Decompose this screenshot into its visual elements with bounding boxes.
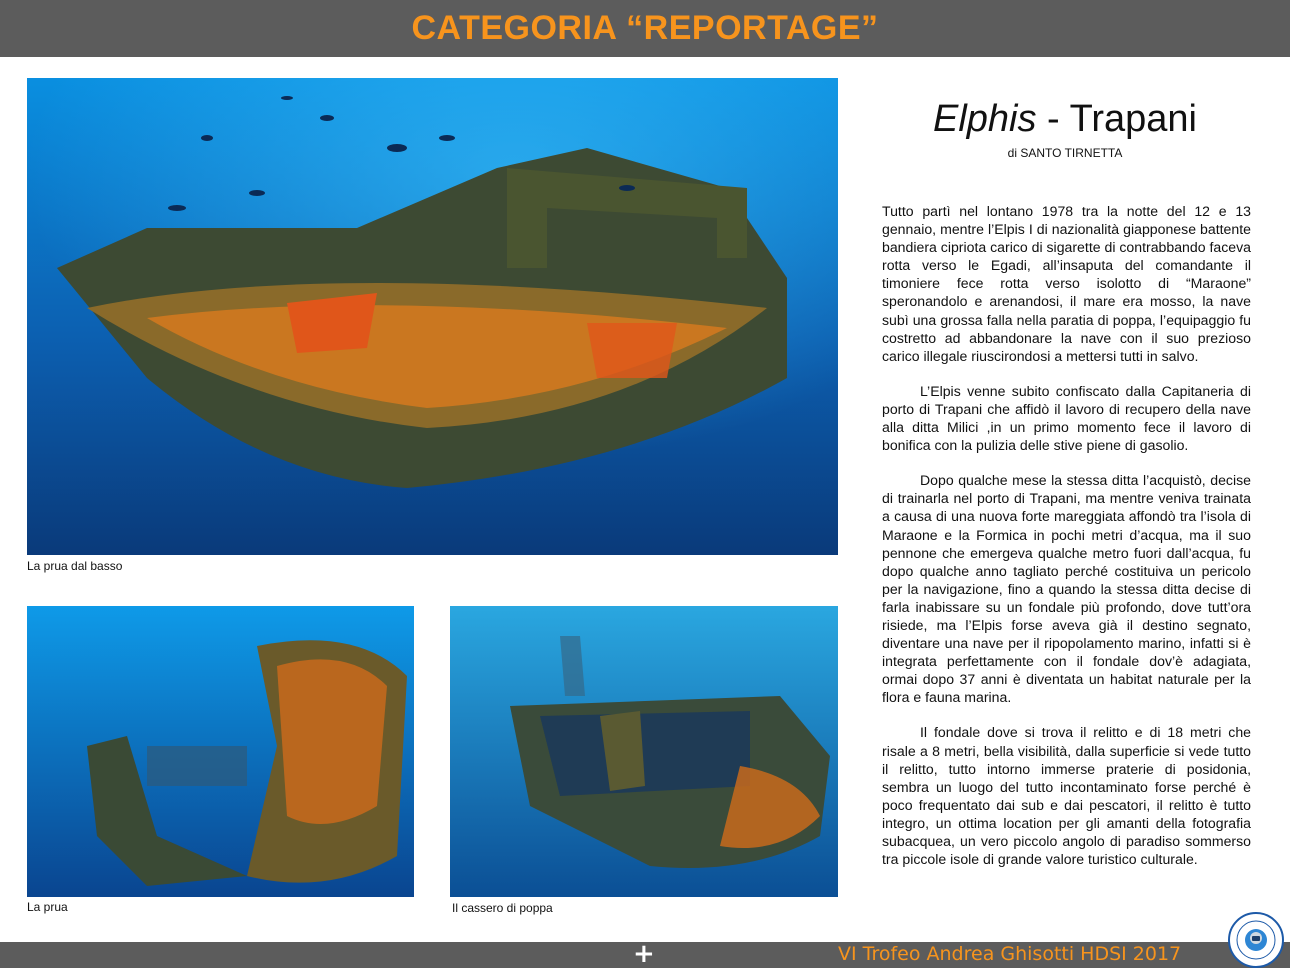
article-title-name: Elphis (932, 98, 1037, 140)
article-paragraph: Dopo qualche mese la stessa ditta l’acquistò, decise di trainarla nel porto di Trapani, ma mentre veniva trainata a causa di una nuova forte mareggiata affondò tra l’isola di Maraone e la Formica in pochi metri d’acqua, ma il suo pennone che emergeva qualche metro fuori dall’acqua, fu dopo qualche anno tagliato perché costituiva un pericolo per la navigazione, fino a quando la stessa ditta decise di farla inabissare su un fondale più profondo, dove tutt’ora risiede, ma l’Elpis forse aveva già il destino segnato, diventare una nave per il ripopolamento marino, infatti si è integrata perfettamente con il fondale dov’è adagiata, ormai dopo 37 anni è diventata un habitat naturale per la flora e fauna marina. (882, 472, 1251, 706)
article-body (882, 202, 1251, 885)
shipwreck-photo-icon (27, 78, 838, 555)
shipwreck-photo-icon (27, 606, 414, 897)
caption-bottom-left: La prua (27, 900, 68, 914)
article-paragraph: Tutto partì nel lontano 1978 tra la notte del 12 e 13 gennaio, mentre l’Elpis I di nazionalità giapponese battente bandiera cipriota carico di sigarette di contrabbando faceva rotta verso le Egadi, all’insaputa del comandante il timoniere fece rotta verso isolotto di “Maraone” speronandolo e arenandosi, il mare era mosso, la nave subì una grossa falla nella paratia di poppa, l’equipaggio fu costretto ad abbandonare la nave con il suo prezioso carico illegale riuscirondosi a mettersi tutti in salvo. (882, 203, 1252, 364)
footer-event-title: VI Trofeo Andrea Ghisotti HDSI 2017 (838, 943, 1182, 965)
caption-bottom-right: Il cassero di poppa (452, 901, 553, 915)
article-paragraph: L’Elpis venne subito confiscato dalla Capitaneria di porto di Trapani che affidò il lavoro di recupero della nave alla ditta Milici ,in un primo momento fece il lavoro di bonifica con la pulizia delle stive piene di gasolio. (882, 382, 1251, 454)
article-paragraph: Il fondale dove si trova il relitto e di 18 metri che risale a 8 metri, bella visibilità, dalla superficie si vede tutto il relitto, tutto intorno immerse praterie di posidonia, sembra un luogo del tutto incontaminato forse perché è poco frequentato dai sub e dai pescatori, il relitto è tutto integro, un ottima location per gli amanti della fotografia subacquea, un vero piccolo angolo di paradiso sommerso tra piccole isole di grande valore turistico culturale. (882, 724, 1251, 868)
header-bar (0, 0, 1290, 57)
article-title (880, 98, 1250, 141)
caption-main: La prua dal basso (27, 559, 123, 573)
hdsi-logo-icon (1228, 912, 1284, 968)
page-title: CATEGORIA “REPORTAGE” (411, 9, 879, 47)
article-title-location: - Trapani (1036, 98, 1198, 140)
plus-icon[interactable]: + (633, 939, 655, 969)
article-byline: di SANTO TIRNETTA (1007, 146, 1123, 160)
photo-bottom-left (27, 606, 414, 897)
shipwreck-photo-icon (450, 606, 838, 897)
photo-main (27, 78, 838, 555)
photo-bottom-right (450, 606, 838, 897)
